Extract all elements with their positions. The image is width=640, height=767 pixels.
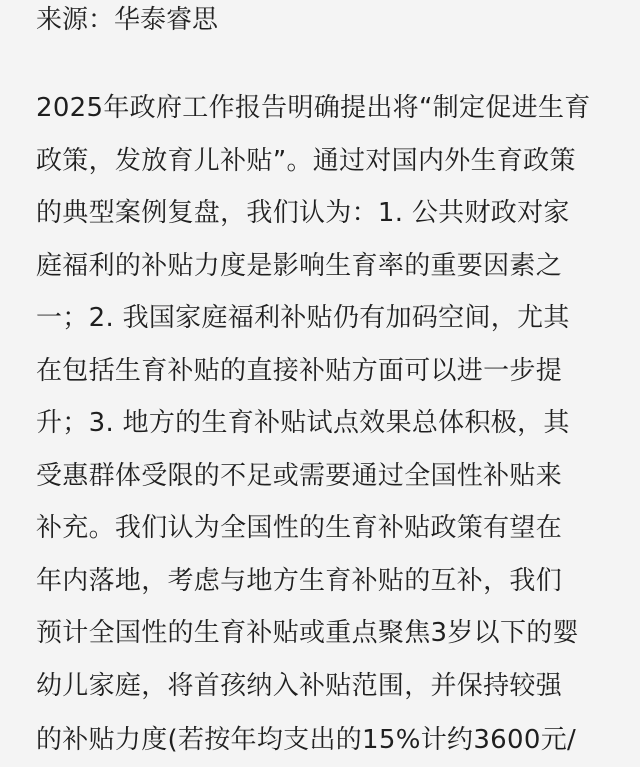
- source-attribution: 来源：华泰睿思: [36, 5, 219, 35]
- paragraph-line: 补充。我们认为全国性的生育补贴政策有望在: [36, 513, 563, 543]
- paragraph-line-partial: 的补贴力度(若按年均支出的15%计约3600元/: [36, 725, 577, 755]
- paragraph-line: 预计全国性的生育补贴或重点聚焦3岁以下的婴: [36, 618, 579, 648]
- paragraph-line: 年内落地，考虑与地方生育补贴的互补，我们: [36, 565, 563, 596]
- paragraph-line: 的典型案例复盘，我们认为：1. 公共财政对家: [36, 198, 570, 228]
- paragraph-line: 在包括生育补贴的直接补贴方面可以进一步提: [36, 355, 563, 386]
- paragraph-line: 2025年政府工作报告明确提出将“制定促进生育: [36, 93, 591, 123]
- paragraph-line: 一；2. 我国家庭福利补贴仍有加码空间，尤其: [36, 303, 570, 333]
- article-paragraph: [36, 82, 626, 765]
- paragraph-line: 庭福利的补贴力度是影响生育率的重要因素之: [36, 250, 563, 281]
- paragraph-line: 升；3. 地方的生育补贴试点效果总体积极，其: [36, 408, 570, 438]
- paragraph-line: 政策，发放育儿补贴”。通过对国内外生育政策: [36, 145, 576, 176]
- paragraph-line: 受惠群体受限的不足或需要通过全国性补贴来: [36, 460, 563, 491]
- paragraph-line: 幼儿家庭，将首孩纳入补贴范围，并保持较强: [36, 670, 563, 701]
